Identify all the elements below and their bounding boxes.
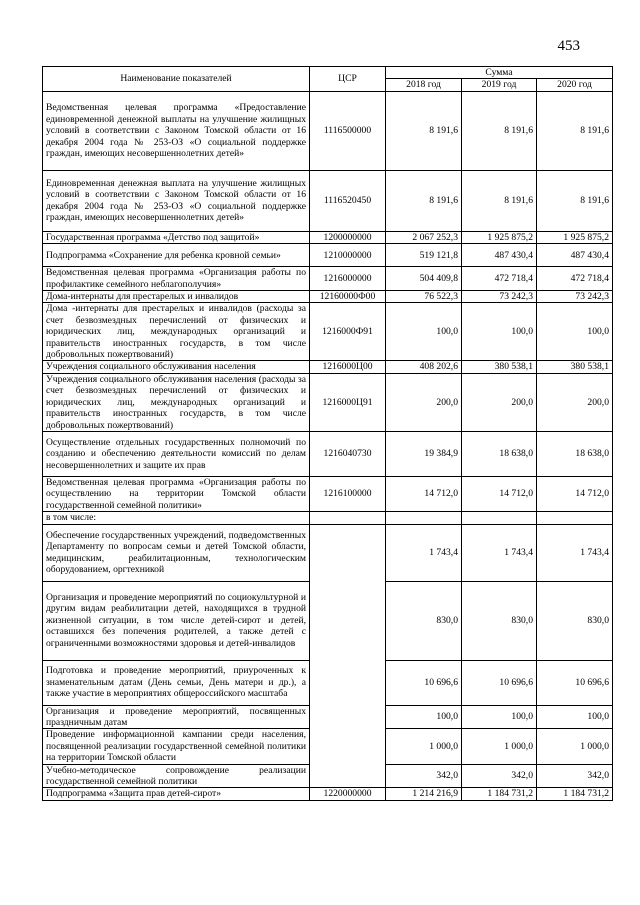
row-value-2019: 472 718,4 [462,267,537,291]
row-value-2020: 1 925 875,2 [537,231,613,243]
row-value-2019: 73 242,3 [462,291,537,303]
table-row [43,476,613,511]
row-value-2020: 342,0 [537,764,613,788]
row-csr: 1216000Ц91 [310,373,386,431]
header-sum: Сумма [386,67,613,79]
row-name: Осуществление отдельных государственных полномочий по созданию и обеспечению деятельности комиссий по делам несовершеннолетних и защите их прав [43,431,310,476]
row-value-2018: 19 384,9 [386,431,462,476]
table-row [43,788,613,800]
row-value-2019: 14 712,0 [462,476,537,511]
row-value-2018: 100,0 [386,303,462,361]
row-value-2018: 76 522,3 [386,291,462,303]
header-csr: ЦСР [310,67,386,92]
row-value-2018: 1 743,4 [386,524,462,581]
table-row [43,303,613,361]
row-value-2018: 408 202,6 [386,361,462,373]
table-row [43,170,613,231]
table-row [43,291,613,303]
row-name: Ведомственная целевая программа «Организация работы по осуществлению на территории Томской области государственной семейной политики» [43,476,310,511]
row-value-2020: 100,0 [537,303,613,361]
row-csr: 1116520450 [310,170,386,231]
row-name: Учреждения социального обслуживания населения [43,361,310,373]
row-name: Организация и проведение мероприятий по социокультурной и другим видам реабилитации детей, находящихся в трудной жизненной ситуации, в том числе детей-сирот и детей, оставшихся без попечения родителей, а также детей с ограниченными возможностями здоровья и детей-инвалидов [43,581,310,660]
row-value-2020: 380 538,1 [537,361,613,373]
header-year-2019: 2019 год [462,79,537,91]
row-name: Единовременная денежная выплата на улучшение жилищных условий в соответствии с Законом Томской области от 16 декабря 2004 года № 253-ОЗ «О социальной поддержке граждан, имеющих несовершеннолетних детей» [43,170,310,231]
row-csr: 1216100000 [310,476,386,511]
row-value-2019: 8 191,6 [462,91,537,170]
row-value-2019 [462,512,537,524]
header-year-2020: 2020 год [537,79,613,91]
row-value-2019: 100,0 [462,705,537,729]
table-row [43,361,613,373]
table-row [43,91,613,170]
row-value-2020: 1 743,4 [537,524,613,581]
row-value-2020: 1 000,0 [537,729,613,764]
row-value-2019: 830,0 [462,581,537,660]
row-value-2019: 1 743,4 [462,524,537,581]
row-value-2020: 487 430,4 [537,244,613,267]
row-name: Подпрограмма «Сохранение для ребенка кровной семьи» [43,244,310,267]
row-value-2018: 1 000,0 [386,729,462,764]
row-value-2018: 342,0 [386,764,462,788]
table-body [43,91,613,800]
row-name: Ведомственная целевая программа «Организация работы по профилактике семейного неблагополучия» [43,267,310,291]
row-value-2019: 380 538,1 [462,361,537,373]
row-value-2020: 8 191,6 [537,91,613,170]
row-value-2018: 14 712,0 [386,476,462,511]
row-csr: 1216000000 [310,267,386,291]
table-row [43,512,613,524]
header-name: Наименование показателей [43,67,310,92]
table-row [43,431,613,476]
row-csr: 1116500000 [310,91,386,170]
row-value-2018: 2 067 252,3 [386,231,462,243]
row-value-2020: 100,0 [537,705,613,729]
row-value-2019: 10 696,6 [462,660,537,705]
row-value-2020: 830,0 [537,581,613,660]
row-name: Дома-интернаты для престарелых и инвалидов [43,291,310,303]
row-name: Учебно-методическое сопровождение реализации государственной семейной политики [43,764,310,788]
row-value-2020: 200,0 [537,373,613,431]
row-value-2019: 342,0 [462,764,537,788]
table-row [43,524,613,581]
row-csr: 1210000000 [310,244,386,267]
row-name: Подготовка и проведение мероприятий, приуроченных к знаменательным датам (День семьи, День матери и др.), а также участие в мероприятиях общероссийского масштаба [43,660,310,705]
row-value-2018: 8 191,6 [386,170,462,231]
row-value-2020: 18 638,0 [537,431,613,476]
table-row [43,244,613,267]
row-value-2020: 8 191,6 [537,170,613,231]
row-name: Подпрограмма «Защита прав детей-сирот» [43,788,310,800]
row-value-2020: 472 718,4 [537,267,613,291]
row-value-2019: 487 430,4 [462,244,537,267]
header-year-2018: 2018 год [386,79,462,91]
row-name: Организация и проведение мероприятий, посвященных праздничным датам [43,705,310,729]
row-value-2018: 519 121,8 [386,244,462,267]
row-value-2019: 100,0 [462,303,537,361]
row-value-2019: 8 191,6 [462,170,537,231]
row-name: Дома -интернаты для престарелых и инвалидов (расходы за счет безвозмездных перечислений от физических и юридических лиц, международных организаций и правительств иностранных государств, в том числе добровольных пожертвований) [43,303,310,361]
row-value-2019: 1 184 731,2 [462,788,537,800]
row-value-2019: 1 000,0 [462,729,537,764]
row-csr: 1216000Ц00 [310,361,386,373]
row-value-2019: 18 638,0 [462,431,537,476]
row-value-2018: 830,0 [386,581,462,660]
row-value-2018: 8 191,6 [386,91,462,170]
row-name: Проведение информационной кампании среди населения, посвященной реализации государственной семейной политики на территории Томской области [43,729,310,764]
row-name: Учреждения социального обслуживания населения (расходы за счет безвозмездных перечислений от физических и юридических лиц, международных организаций и правительств иностранных государств, в том числе добровольных пожертвований) [43,373,310,431]
table-row [43,373,613,431]
table-row [43,267,613,291]
table-row [43,231,613,243]
row-value-2019: 1 925 875,2 [462,231,537,243]
row-value-2019: 200,0 [462,373,537,431]
budget-table [42,66,613,801]
row-csr: 1200000000 [310,231,386,243]
row-csr-merged [310,524,386,788]
row-csr: 1216000Ф91 [310,303,386,361]
row-value-2020: 14 712,0 [537,476,613,511]
row-csr [310,512,386,524]
row-value-2020: 10 696,6 [537,660,613,705]
row-csr: 12160000Ф00 [310,291,386,303]
page-number: 453 [557,38,580,54]
row-value-2020 [537,512,613,524]
row-csr: 1220000000 [310,788,386,800]
row-value-2018: 100,0 [386,705,462,729]
row-value-2018: 1 214 216,9 [386,788,462,800]
row-name: Обеспечение государственных учреждений, подведомственных Департаменту по вопросам семьи и детей Томской области, медицинским, реабилитационным, технологическим оборудованием, оргтехникой [43,524,310,581]
row-name: в том числе: [43,512,310,524]
row-value-2018: 504 409,8 [386,267,462,291]
row-value-2020: 73 242,3 [537,291,613,303]
row-value-2018: 10 696,6 [386,660,462,705]
row-csr: 1216040730 [310,431,386,476]
row-name: Ведомственная целевая программа «Предоставление единовременной денежной выплаты на улучшение жилищных условий в соответствии с Законом Томской области от 16 декабря 2004 года № 253-ОЗ «О социальной поддержке граждан, имеющих несовершеннолетних детей» [43,91,310,170]
row-value-2020: 1 184 731,2 [537,788,613,800]
row-name: Государственная программа «Детство под защитой» [43,231,310,243]
row-value-2018 [386,512,462,524]
row-value-2018: 200,0 [386,373,462,431]
